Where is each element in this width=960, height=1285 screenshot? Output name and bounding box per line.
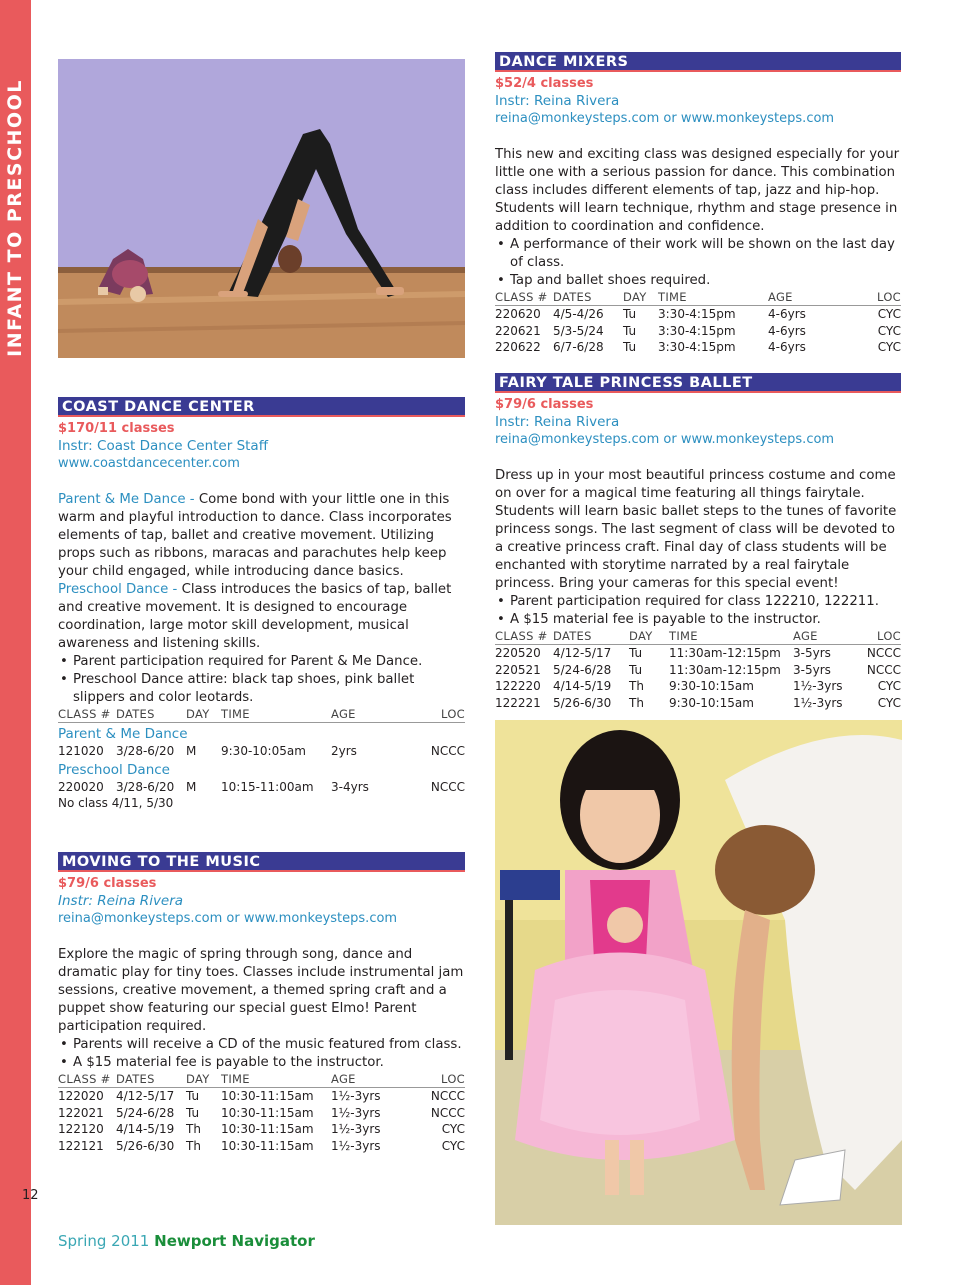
location: CYC [877,340,901,354]
col-age: AGE [768,290,838,306]
col-age: AGE [331,1072,401,1088]
age: 1½-3yrs [331,1105,381,1120]
time: 11:30am-12:15pm [669,662,781,677]
location: NCCC [430,1105,465,1120]
subsection-title: Parent & Me Dance [58,726,188,742]
day: Tu [186,1089,200,1103]
subsection-title: Preschool Dance [58,762,170,778]
description: This new and exciting class was designed especially for your little one with a serious passion for dance. This combination class includes different elements of tap, jazz and hip-hop. Students will learn technique, rhythm and stage presence in addition to coordination and confidence. [495,147,900,234]
class-number: 220620 [495,307,541,321]
col-age: AGE [793,629,855,645]
table-row [58,1088,465,1105]
dance-mixers-section [495,52,901,356]
bullet-list [58,653,465,707]
dates: 4/12-5/17 [116,1089,175,1103]
col-loc: LOC [401,1072,465,1088]
location: NCCC [866,646,901,660]
location: CYC [877,679,901,693]
list-item: • A $15 material fee is payable to the instructor. [495,611,901,629]
day: Tu [629,662,643,677]
age: 1½-3yrs [331,1138,381,1153]
location: CYC [441,1122,465,1136]
preschool-dance-text: Class introduces the basics of tap, ballet and creative movement. It is designed to encourage coordination, large motor skill development, musical awareness and listening skills. [58,582,452,651]
instructor: Instr: Reina Rivera [58,893,184,909]
table-header [58,707,465,723]
dates: 5/26-6/30 [553,695,612,710]
table-row [58,743,465,760]
time: 3:30-4:15pm [658,307,736,321]
dates: 4/14-5/19 [553,679,612,693]
location: NCCC [430,743,465,758]
photo-parent-child-yoga [58,59,465,358]
day: M [186,779,197,794]
coast-dance-center-section [58,397,465,811]
col-class: CLASS # [58,707,116,723]
col-dates: DATES [553,290,623,306]
dates: 5/24-6/28 [116,1105,175,1120]
day: Tu [623,323,637,338]
col-time: TIME [221,707,331,723]
time: 9:30-10:05am [221,743,306,758]
class-number: 122121 [58,1138,104,1153]
location: CYC [441,1138,465,1153]
section-title: FAIRY TALE PRINCESS BALLET [495,373,901,393]
page-number: 12 [22,1188,39,1203]
col-day: DAY [623,290,658,306]
col-class: CLASS # [495,629,553,645]
photo-princess-child [495,720,902,1225]
table-row [495,645,901,662]
day: Tu [623,307,637,321]
age: 1½-3yrs [331,1089,381,1103]
table-row [495,678,901,695]
time: 3:30-4:15pm [658,340,736,354]
day: Th [629,679,644,693]
price: $170/11 classes [58,421,175,436]
dates: 4/5-4/26 [553,307,604,321]
preschool-dance-title: Preschool Dance - [58,582,182,597]
day: Th [629,695,644,710]
location: CYC [877,323,901,338]
col-day: DAY [186,1072,221,1088]
class-number: 122020 [58,1089,104,1103]
description-2 [58,581,465,653]
bullet-list [495,593,901,629]
contact-link[interactable]: reina@monkeysteps.com or www.monkeysteps.com [495,111,835,126]
location: CYC [877,695,901,710]
description: Explore the magic of spring through song, dance and dramatic play for tiny toes. Classes include instrumental jam sessions, creative movement, a themed spring craft and a puppet show featuring our special guest Elmo! Parent participation required. [58,947,464,1034]
day: Th [186,1122,201,1136]
age: 4-6yrs [768,307,806,321]
col-loc: LOC [401,707,465,723]
parent-me-dance-text: Come bond with your little one in this warm and playful introduction to dance. Class incorporates elements of tap, ballet and creative movement. Utilizing props such as ribbons, maracas and parachutes help keep your child engaged, while introducing dance basics. [58,492,452,579]
col-age: AGE [331,707,401,723]
dates: 3/28-6/20 [116,779,175,794]
description: Dress up in your most beautiful princess costume and come on over for a magical time featuring all things fairytale. Students will learn basic ballet steps to the tunes of favorite princess songs. The last segment of class will be devoted to a creative princess craft. Final day of class students will be enchanted with storytime narrated by a real fairytale princess. Bring your cameras for this special event! [495,468,897,591]
class-number: 220622 [495,340,541,354]
dates: 5/3-5/24 [553,323,604,338]
col-time: TIME [658,290,768,306]
bullet-list [495,236,901,290]
class-number: 121020 [58,743,104,758]
time: 10:30-11:15am [221,1122,314,1136]
table-row [58,1105,465,1122]
table-row [495,662,901,679]
section-label: INFANT TO PRESCHOOL [4,79,26,357]
parent-me-dance-title: Parent & Me Dance - [58,492,199,507]
class-number: 220520 [495,646,541,660]
age: 1½-3yrs [793,679,843,693]
location: NCCC [866,662,901,677]
contact-link[interactable]: reina@monkeysteps.com or www.monkeysteps.com [495,432,835,447]
description [58,491,465,581]
age: 2yrs [331,743,357,758]
col-day: DAY [629,629,669,645]
location: CYC [877,307,901,321]
col-dates: DATES [116,1072,186,1088]
time: 9:30-10:15am [669,695,754,710]
time: 3:30-4:15pm [658,323,736,338]
location: NCCC [430,1089,465,1103]
class-number: 122120 [58,1122,104,1136]
price: $79/6 classes [495,397,594,412]
col-loc: LOC [838,290,901,306]
age: 4-6yrs [768,340,806,354]
dates: 5/26-6/30 [116,1138,175,1153]
time: 10:15-11:00am [221,779,314,794]
time: 10:30-11:15am [221,1089,314,1103]
table-row [495,339,901,356]
age: 1½-3yrs [793,695,843,710]
location: NCCC [430,779,465,794]
time: 11:30am-12:15pm [669,646,781,660]
age: 3-5yrs [793,662,831,677]
schedule-table [495,629,901,711]
time: 9:30-10:15am [669,679,754,693]
table-row [58,1121,465,1138]
day: Tu [629,646,643,660]
section-sidebar [0,0,31,1285]
fairy-tale-princess-ballet-section [495,373,901,711]
schedule-table [58,1072,465,1154]
price: $79/6 classes [58,876,157,891]
price: $52/4 classes [495,76,594,91]
col-day: DAY [186,707,221,723]
age: 3-5yrs [793,646,831,660]
class-number: 220020 [58,779,104,794]
schedule-table [495,290,901,356]
list-item: • A $15 material fee is payable to the instructor. [58,1054,465,1072]
col-dates: DATES [553,629,629,645]
dates: 5/24-6/28 [553,662,612,677]
day: Tu [623,340,637,354]
instructor: Instr: Reina Rivera [495,93,620,109]
section-title: COAST DANCE CENTER [58,397,465,417]
dates: 3/28-6/20 [116,743,175,758]
class-number: 122220 [495,679,541,693]
list-item: • Parent participation required for class 122210, 122211. [495,593,901,611]
contact-link[interactable]: reina@monkeysteps.com or www.monkeysteps.com [58,911,398,926]
moving-to-the-music-section [58,852,465,1154]
table-header [495,290,901,306]
list-item: • Parent participation required for Parent & Me Dance. [58,653,465,671]
list-item: • A performance of their work will be shown on the last day of class. [495,236,901,272]
table-row [495,306,901,323]
dates: 4/12-5/17 [553,646,612,660]
dates: 6/7-6/28 [553,340,604,354]
col-class: CLASS # [495,290,553,306]
col-class: CLASS # [58,1072,116,1088]
col-time: TIME [221,1072,331,1088]
day: Th [186,1138,201,1153]
table-header [495,629,901,645]
time: 10:30-11:15am [221,1105,314,1120]
table-header [58,1072,465,1088]
class-number: 122221 [495,695,541,710]
footer-season: Spring 2011 [58,1232,150,1250]
instructor: Instr: Reina Rivera [495,414,620,430]
instructor: Instr: Coast Dance Center Staff [58,438,269,454]
list-item: • Parents will receive a CD of the music featured from class. [58,1036,465,1054]
list-item: • Preschool Dance attire: black tap shoes, pink ballet slippers and color leotards. [58,671,465,707]
table-row [58,1138,465,1155]
class-number: 220621 [495,323,541,338]
age: 3-4yrs [331,779,369,794]
footer [58,1232,315,1250]
table-row [495,695,901,712]
bullet-list [58,1036,465,1072]
age: 1½-3yrs [331,1122,381,1136]
class-number: 220521 [495,662,541,677]
list-item: • Tap and ballet shoes required. [495,272,901,290]
website-link[interactable]: www.coastdancecenter.com [58,456,240,471]
table-row [495,323,901,340]
schedule-table [58,707,465,795]
table-row [58,779,465,796]
col-dates: DATES [116,707,186,723]
day: M [186,743,197,758]
dates: 4/14-5/19 [116,1122,175,1136]
section-title: MOVING TO THE MUSIC [58,852,465,872]
section-title: DANCE MIXERS [495,52,901,72]
day: Tu [186,1105,200,1120]
time: 10:30-11:15am [221,1138,314,1153]
schedule-note: No class 4/11, 5/30 [58,796,174,810]
col-time: TIME [669,629,793,645]
col-loc: LOC [855,629,901,645]
footer-brand: Newport Navigator [154,1232,315,1250]
class-number: 122021 [58,1105,104,1120]
age: 4-6yrs [768,323,806,338]
